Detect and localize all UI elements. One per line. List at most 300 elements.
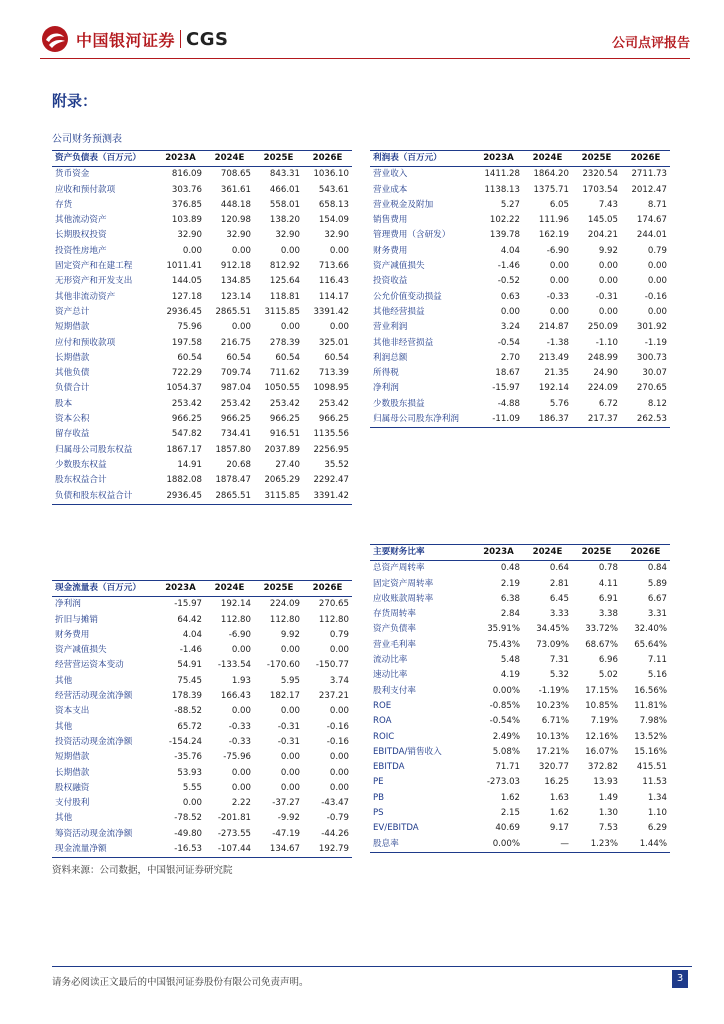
table-title-cell: 主要财务比率	[370, 545, 474, 561]
footer-divider	[52, 966, 692, 967]
value-cell: 1138.13	[484, 184, 520, 195]
value-cell: 68.67%	[585, 639, 618, 650]
row-label-cell: 负债合计	[55, 383, 90, 394]
value-cell: 0.00	[329, 245, 349, 256]
logo-divider	[180, 30, 181, 48]
value-cell: 112.80	[220, 614, 251, 625]
value-cell: 0.00	[231, 706, 251, 717]
row-label-cell: 净利润	[373, 383, 399, 394]
table-row	[370, 198, 670, 213]
value-cell: 53.93	[177, 767, 202, 778]
table-row	[52, 735, 352, 750]
value-cell: 325.01	[318, 337, 349, 348]
value-cell: 0.00	[182, 245, 202, 256]
value-cell: 734.41	[220, 429, 251, 440]
value-cell: 162.19	[538, 230, 569, 241]
year-header-cell: 2026E	[621, 545, 670, 561]
row-label-cell: 股息率	[370, 837, 474, 853]
row-label-cell: 支付股利	[55, 798, 90, 809]
value-cell: 192.14	[220, 599, 251, 610]
value-cell: 6.05	[549, 199, 569, 210]
value-cell: -201.81	[217, 813, 251, 824]
financial-ratios-table	[370, 544, 670, 853]
value-cell: 3.24	[500, 322, 520, 333]
table-row	[52, 658, 352, 673]
value-cell: 21.35	[544, 368, 569, 379]
row-label-cell: 无形资产和开发支出	[55, 276, 133, 287]
row-label-cell: 速动比率	[373, 670, 408, 681]
value-cell: 118.81	[269, 291, 300, 302]
value-cell: -1.46	[179, 645, 202, 656]
value-cell: 0.00	[647, 306, 667, 317]
value-cell: 20.68	[226, 459, 251, 470]
table-row	[370, 684, 670, 699]
value-cell: 14.91	[177, 459, 202, 470]
value-cell: -88.52	[174, 706, 202, 717]
value-cell: 7.43	[598, 199, 618, 210]
value-cell: 65.64%	[634, 639, 667, 650]
row-label-cell: PS	[373, 808, 384, 819]
value-cell: 6.96	[598, 655, 618, 666]
source-note: 资料来源：公司数据，中国银河证券研究院	[52, 865, 233, 876]
value-cell: 2865.51	[215, 306, 251, 317]
value-cell: 1882.08	[166, 475, 202, 486]
value-cell: 0.00	[280, 752, 300, 763]
value-cell: 114.17	[318, 291, 349, 302]
value-cell: 816.09	[171, 169, 202, 180]
value-cell: -0.54	[497, 337, 520, 348]
row-label-cell: EBITDA/销售收入	[373, 746, 442, 757]
table-row	[370, 730, 670, 745]
table-row	[370, 274, 670, 289]
value-cell: 709.74	[220, 368, 251, 379]
row-label-cell: 资产减值损失	[373, 261, 425, 272]
year-header-cell: 2026E	[303, 581, 352, 597]
value-cell: 301.92	[636, 322, 667, 333]
row-label-cell: 投资性房地产	[55, 245, 107, 256]
table-row	[370, 653, 670, 668]
value-cell: 224.09	[587, 383, 618, 394]
row-label-cell: 净利润	[55, 599, 81, 610]
value-cell: 0.00	[329, 706, 349, 717]
value-cell: 103.89	[171, 215, 202, 226]
value-cell: 1.10	[647, 808, 667, 819]
value-cell: 134.67	[254, 842, 303, 858]
value-cell: 713.39	[318, 368, 349, 379]
value-cell: 558.01	[269, 199, 300, 210]
year-header-cell: 2024E	[205, 581, 254, 597]
value-cell: 0.84	[647, 563, 667, 574]
year-header-cell: 2023A	[156, 581, 205, 597]
table-row	[52, 443, 352, 458]
table-row	[52, 704, 352, 719]
value-cell: 13.52%	[634, 731, 667, 742]
row-label-cell: 营业收入	[373, 169, 408, 180]
value-cell: -1.46	[497, 261, 520, 272]
value-cell: 4.19	[500, 670, 520, 681]
cash-flow-table	[52, 580, 352, 858]
value-cell: 16.07%	[585, 746, 618, 757]
value-cell: 2865.51	[205, 489, 254, 505]
row-label-cell: 股本	[55, 398, 73, 409]
value-cell: 60.54	[324, 352, 349, 363]
row-label-cell: 其他非流动资产	[55, 291, 116, 302]
year-header-cell: 2025E	[572, 151, 621, 167]
table-row	[370, 305, 670, 320]
row-label-cell: PE	[373, 777, 384, 788]
value-cell: -16.53	[156, 842, 205, 858]
value-cell: 5.08%	[492, 746, 520, 757]
value-cell: 0.00	[598, 276, 618, 287]
value-cell: 54.91	[177, 660, 202, 671]
year-header-cell: 2025E	[254, 581, 303, 597]
row-label-cell: 资产总计	[55, 306, 90, 317]
table-row	[52, 827, 352, 842]
value-cell: 658.13	[318, 199, 349, 210]
value-cell: -0.16	[644, 291, 667, 302]
row-label-cell: 其他负债	[55, 368, 90, 379]
value-cell: 376.85	[171, 199, 202, 210]
value-cell: 40.69	[495, 823, 520, 834]
value-cell: 17.15%	[585, 685, 618, 696]
value-cell: 0.00	[500, 306, 520, 317]
value-cell: 64.42	[177, 614, 202, 625]
row-label-cell: 资本公积	[55, 414, 90, 425]
value-cell: 24.90	[593, 368, 618, 379]
value-cell: 3115.85	[264, 306, 300, 317]
row-label-cell: 存货	[55, 199, 73, 210]
table-row	[370, 638, 670, 653]
table-row	[52, 397, 352, 412]
value-cell: 73.09%	[536, 639, 569, 650]
value-cell: 547.82	[171, 429, 202, 440]
year-header-cell: 2026E	[303, 151, 352, 167]
value-cell: 2292.47	[313, 475, 349, 486]
value-cell: 466.01	[269, 184, 300, 195]
table-row	[52, 366, 352, 381]
value-cell: 0.00	[231, 782, 251, 793]
value-cell: -4.88	[497, 398, 520, 409]
value-cell: 2936.45	[156, 489, 205, 505]
value-cell: 0.00	[231, 322, 251, 333]
value-cell: 278.39	[269, 337, 300, 348]
table-row	[370, 622, 670, 637]
value-cell: 178.39	[171, 691, 202, 702]
value-cell: 214.87	[538, 322, 569, 333]
table-row	[52, 689, 352, 704]
value-cell: 217.37	[572, 412, 621, 428]
value-cell: 5.95	[280, 675, 300, 686]
value-cell: 65.72	[177, 721, 202, 732]
value-cell: 1864.20	[533, 169, 569, 180]
value-cell: 27.40	[275, 459, 300, 470]
table-row	[52, 336, 352, 351]
value-cell: 9.92	[280, 629, 300, 640]
table-row	[52, 811, 352, 826]
row-label-cell: 短期借款	[55, 322, 90, 333]
value-cell: 116.43	[318, 276, 349, 287]
row-label-cell: 经营营运资本变动	[55, 660, 124, 671]
value-cell: 966.25	[171, 414, 202, 425]
header-divider	[40, 58, 690, 59]
value-cell: 213.49	[538, 352, 569, 363]
row-label-cell: 货币资金	[55, 169, 90, 180]
value-cell: 32.90	[226, 230, 251, 241]
value-cell: 966.25	[269, 414, 300, 425]
value-cell: 6.72	[598, 398, 618, 409]
table-row	[52, 198, 352, 213]
table-row	[370, 320, 670, 335]
company-logo	[40, 24, 228, 54]
table-title-cell: 现金流量表（百万元）	[52, 581, 156, 597]
value-cell: 10.85%	[585, 700, 618, 711]
value-cell: -47.19	[272, 828, 300, 839]
value-cell: 111.96	[538, 215, 569, 226]
value-cell: 10.23%	[536, 700, 569, 711]
value-cell: 2711.73	[631, 169, 667, 180]
value-cell: -43.47	[321, 798, 349, 809]
value-cell: 0.00	[231, 767, 251, 778]
value-cell: 0.00	[329, 767, 349, 778]
value-cell: 120.98	[220, 215, 251, 226]
value-cell: 270.65	[318, 599, 349, 610]
value-cell: 32.40%	[634, 624, 667, 635]
value-cell: 2.19	[500, 578, 520, 589]
row-label-cell: 存货周转率	[373, 609, 416, 620]
value-cell: 253.42	[269, 398, 300, 409]
table-row	[370, 775, 670, 790]
value-cell: 192.79	[303, 842, 352, 858]
value-cell: -0.31	[277, 721, 300, 732]
row-label-cell: 资产减值损失	[55, 645, 107, 656]
row-label-cell: 筹资活动现金流净额	[55, 828, 133, 839]
value-cell: -11.09	[474, 412, 523, 428]
value-cell: 0.00%	[492, 685, 520, 696]
value-cell: 1054.37	[166, 383, 202, 394]
value-cell: 35.52	[324, 459, 349, 470]
value-cell: 102.22	[489, 215, 520, 226]
value-cell: -133.54	[217, 660, 251, 671]
year-header-cell: 2023A	[474, 151, 523, 167]
row-label-cell: 其他	[55, 721, 73, 732]
row-label-cell: PB	[373, 792, 385, 803]
table-row	[370, 806, 670, 821]
value-cell: 75.96	[177, 322, 202, 333]
value-cell: 5.16	[647, 670, 667, 681]
table-row	[52, 320, 352, 335]
row-label-cell: 股利支付率	[373, 685, 416, 696]
value-cell: 0.00	[280, 645, 300, 656]
value-cell: 5.76	[549, 398, 569, 409]
value-cell: 0.00	[231, 645, 251, 656]
value-cell: -49.80	[174, 828, 202, 839]
value-cell: -0.31	[277, 736, 300, 747]
row-label-cell: 总资产周转率	[373, 563, 425, 574]
value-cell: 966.25	[220, 414, 251, 425]
table-row	[52, 643, 352, 658]
value-cell: 843.31	[269, 169, 300, 180]
value-cell: 11.81%	[634, 700, 667, 711]
table-row	[370, 714, 670, 729]
value-cell: 1411.28	[484, 169, 520, 180]
value-cell: 1.62	[500, 792, 520, 803]
value-cell: 7.19%	[590, 716, 618, 727]
value-cell: 32.90	[177, 230, 202, 241]
value-cell: 7.31	[549, 655, 569, 666]
table-row	[370, 336, 670, 351]
value-cell: -37.27	[272, 798, 300, 809]
value-cell: 5.48	[500, 655, 520, 666]
value-cell: -0.16	[326, 721, 349, 732]
row-label-cell: 固定资产周转率	[373, 578, 434, 589]
value-cell: 138.20	[269, 215, 300, 226]
value-cell: 1.30	[598, 808, 618, 819]
table-row	[370, 366, 670, 381]
row-label-cell: 折旧与摊销	[55, 614, 98, 625]
value-cell: 320.77	[538, 762, 569, 773]
value-cell: 8.71	[647, 199, 667, 210]
row-label-cell: EBITDA	[373, 762, 405, 773]
value-cell: 127.18	[171, 291, 202, 302]
value-cell: 60.54	[226, 352, 251, 363]
value-cell: 2.70	[500, 352, 520, 363]
value-cell: 166.43	[220, 691, 251, 702]
value-cell: 145.05	[587, 215, 618, 226]
value-cell: 174.67	[636, 215, 667, 226]
value-cell: -6.90	[546, 245, 569, 256]
value-cell: -1.19	[644, 337, 667, 348]
table-row	[370, 244, 670, 259]
value-cell: 6.45	[549, 593, 569, 604]
value-cell: 1703.54	[582, 184, 618, 195]
value-cell: 0.00	[647, 261, 667, 272]
table-row	[52, 720, 352, 735]
value-cell: 300.73	[636, 352, 667, 363]
value-cell: 197.58	[171, 337, 202, 348]
value-cell: 0.00	[329, 782, 349, 793]
row-label-cell: 短期借款	[55, 752, 90, 763]
value-cell: 1878.47	[215, 475, 251, 486]
value-cell: -154.24	[168, 736, 202, 747]
table-row	[52, 412, 352, 427]
row-label-cell: 少数股东权益	[55, 459, 107, 470]
value-cell: 2012.47	[631, 184, 667, 195]
table-row	[370, 290, 670, 305]
row-label-cell: 管理费用（含研发）	[373, 230, 451, 241]
value-cell: 6.71%	[541, 716, 569, 727]
value-cell: 144.05	[171, 276, 202, 287]
row-label-cell: 其他经营损益	[373, 306, 425, 317]
value-cell: 303.76	[171, 184, 202, 195]
value-cell: 1135.56	[313, 429, 349, 440]
row-label-cell: 营业税金及附加	[373, 199, 434, 210]
value-cell: 2.22	[231, 798, 251, 809]
table-header-row	[52, 151, 352, 167]
row-label-cell: ROIC	[373, 731, 395, 742]
value-cell: 253.42	[171, 398, 202, 409]
value-cell: -0.16	[326, 736, 349, 747]
value-cell: 0.00	[598, 306, 618, 317]
year-header-cell: 2024E	[205, 151, 254, 167]
value-cell: 0.00	[329, 322, 349, 333]
value-cell: 0.64	[549, 563, 569, 574]
value-cell: 2.49%	[492, 731, 520, 742]
table-row	[52, 750, 352, 765]
value-cell: 2.81	[549, 578, 569, 589]
value-cell: 2320.54	[582, 169, 618, 180]
value-cell: 112.80	[318, 614, 349, 625]
row-label-cell: ROE	[373, 700, 392, 711]
value-cell: -170.60	[266, 660, 300, 671]
value-cell: 448.18	[220, 199, 251, 210]
table-row	[370, 668, 670, 683]
table-row	[52, 458, 352, 473]
disclaimer-note: 请务必阅读正文最后的中国银河证券股份有限公司免责声明。	[52, 977, 309, 988]
row-label-cell: 股权融资	[55, 782, 90, 793]
company-name-cn: 中国银河证券	[76, 30, 176, 50]
value-cell: 4.04	[500, 245, 520, 256]
table-row	[370, 397, 670, 412]
table-row	[370, 791, 670, 806]
row-label-cell: 其他非经营损益	[373, 337, 434, 348]
value-cell: 0.79	[647, 245, 667, 256]
page-number: 3	[672, 970, 688, 988]
value-cell: 75.45	[177, 675, 202, 686]
value-cell: -78.52	[174, 813, 202, 824]
value-cell: 32.90	[324, 230, 349, 241]
table-row	[370, 412, 670, 428]
value-cell: 1050.55	[264, 383, 300, 394]
year-header-cell: 2024E	[523, 545, 572, 561]
value-cell: 1.23%	[572, 837, 621, 853]
table-header-row	[52, 581, 352, 597]
value-cell: 192.14	[538, 383, 569, 394]
value-cell: 2.15	[500, 808, 520, 819]
value-cell: 0.00	[329, 645, 349, 656]
value-cell: -0.54%	[489, 716, 520, 727]
row-label-cell: 资产负债率	[373, 624, 416, 635]
company-name-en: CGS	[186, 28, 229, 50]
row-label-cell: 应收和预付款项	[55, 184, 116, 195]
value-cell: 216.75	[220, 337, 251, 348]
value-cell: 7.98%	[639, 716, 667, 727]
row-label-cell: 其他流动资产	[55, 215, 107, 226]
row-label-cell: 投资收益	[373, 276, 408, 287]
value-cell: 1036.10	[313, 169, 349, 180]
value-cell: 3.38	[598, 609, 618, 620]
value-cell: 262.53	[621, 412, 670, 428]
value-cell: 16.25	[544, 777, 569, 788]
value-cell: 12.16%	[585, 731, 618, 742]
year-header-cell: 2026E	[621, 151, 670, 167]
value-cell: 2256.95	[313, 444, 349, 455]
table-row	[52, 228, 352, 243]
table-row	[52, 674, 352, 689]
value-cell: 17.21%	[536, 746, 569, 757]
value-cell: 10.13%	[536, 731, 569, 742]
table-row	[370, 821, 670, 836]
table-row	[52, 183, 352, 198]
value-cell: 34.45%	[536, 624, 569, 635]
row-label-cell: 长期股权投资	[55, 230, 107, 241]
value-cell: 224.09	[269, 599, 300, 610]
value-cell: 6.67	[647, 593, 667, 604]
table-row	[52, 781, 352, 796]
table-row	[52, 381, 352, 396]
year-header-cell: 2025E	[254, 151, 303, 167]
value-cell: 987.04	[220, 383, 251, 394]
row-label-cell: 利润总额	[373, 352, 408, 363]
